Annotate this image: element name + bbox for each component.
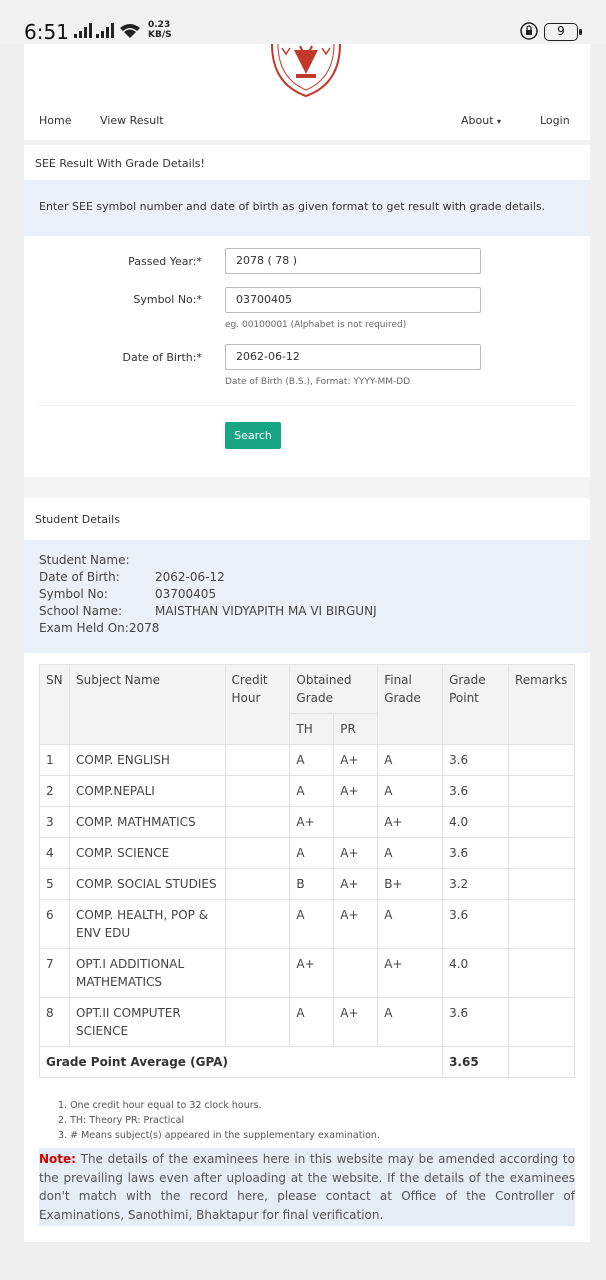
table-row [40, 807, 575, 838]
gpa-value: 3.65 [443, 1047, 509, 1078]
cell-subject: OPT.I ADDITIONAL MATHEMATICS [69, 949, 225, 998]
col-pr: PR [334, 714, 378, 745]
cell-final: A+ [378, 807, 443, 838]
gpa-label: Grade Point Average (GPA) [40, 1047, 443, 1078]
student-exam-row [39, 621, 159, 635]
form-instruction: Enter SEE symbol number and date of birth as given format to get result with grade details. [39, 200, 546, 213]
signal-icon [74, 22, 142, 38]
student-school-label: School Name: [39, 604, 123, 618]
cell-subject: COMP. SOCIAL STUDIES [69, 869, 225, 900]
grade-table [39, 664, 575, 1078]
student-school-value: MAISTHAN VIDYAPITH MA VI BIRGUNJ [155, 604, 377, 618]
nav-about-label: About [461, 114, 494, 127]
divider [39, 405, 575, 406]
col-remarks: Remarks [508, 665, 574, 745]
cell-remarks [508, 998, 574, 1047]
cell-final: A [378, 776, 443, 807]
cell-remarks [508, 838, 574, 869]
cell-pr: A+ [334, 776, 378, 807]
cell-remarks [508, 949, 574, 998]
student-exam-label: Exam Held On: [39, 621, 129, 635]
cell-credit [225, 949, 290, 998]
nav-about[interactable] [461, 114, 501, 127]
col-obtained: Obtained Grade [290, 665, 378, 714]
student-dob-value: 2062-06-12 [155, 570, 225, 584]
cell-subject: COMP. SCIENCE [69, 838, 225, 869]
student-heading: Student Details [35, 513, 120, 526]
cell-th: A [290, 900, 334, 949]
top-nav [24, 100, 590, 140]
nav-login[interactable]: Login [540, 114, 570, 127]
note-label: Note: [39, 1152, 76, 1166]
cell-gp: 3.6 [443, 900, 509, 949]
cell-gp: 3.6 [443, 838, 509, 869]
student-exam-value: 2078 [128, 621, 160, 635]
form-heading: SEE Result With Grade Details! [35, 157, 205, 170]
table-row [40, 900, 575, 949]
dob-input[interactable]: 2062-06-12 [225, 344, 481, 370]
passed-year-label: Passed Year:* [128, 255, 202, 268]
cell-remarks [508, 807, 574, 838]
cell-sn: 5 [40, 869, 70, 900]
table-row [40, 949, 575, 998]
cell-sn: 7 [40, 949, 70, 998]
cell-gp: 3.6 [443, 745, 509, 776]
caret-down-icon: ▾ [497, 117, 502, 126]
cell-pr: A+ [334, 745, 378, 776]
cell-final: A+ [378, 949, 443, 998]
cell-gp: 4.0 [443, 807, 509, 838]
cell-credit [225, 807, 290, 838]
rotation-lock-icon [520, 22, 538, 40]
cell-gp: 3.6 [443, 998, 509, 1047]
cell-credit [225, 745, 290, 776]
table-row [40, 776, 575, 807]
student-name-label: Student Name: [39, 553, 130, 567]
nav-home[interactable]: Home [39, 114, 72, 127]
note-1: 1. One credit hour equal to 32 clock hours. [58, 1100, 262, 1111]
disclaimer-note [39, 1148, 575, 1226]
symbol-label: Symbol No:* [133, 293, 202, 306]
symbol-help: eg. 00100001 (Alphabet is not required) [225, 320, 407, 330]
nav-view-result[interactable]: View Result [100, 114, 164, 127]
board-logo-icon [266, 44, 346, 98]
col-subject: Subject Name [69, 665, 225, 745]
cell-final: A [378, 838, 443, 869]
cell-credit [225, 998, 290, 1047]
cell-credit [225, 869, 290, 900]
cell-remarks [508, 776, 574, 807]
cell-gp: 3.6 [443, 776, 509, 807]
cell-th: A [290, 776, 334, 807]
passed-year-select[interactable]: 2078 ( 78 ) [225, 248, 481, 274]
dob-label: Date of Birth:* [122, 351, 202, 364]
table-row [40, 838, 575, 869]
student-symbol-row [39, 587, 217, 601]
col-sn: SN [40, 665, 70, 745]
cell-subject: COMP. MATHMATICS [69, 807, 225, 838]
cell-final: A [378, 745, 443, 776]
cell-subject: COMP. HEALTH, POP & ENV EDU [69, 900, 225, 949]
cell-subject: OPT.II COMPUTER SCIENCE [69, 998, 225, 1047]
cell-sn: 6 [40, 900, 70, 949]
col-grade-point: Grade Point [443, 665, 509, 745]
col-credit: Credit Hour [225, 665, 290, 745]
student-symbol-label: Symbol No: [39, 587, 108, 601]
cell-pr [334, 949, 378, 998]
cell-pr: A+ [334, 838, 378, 869]
cell-th: A+ [290, 949, 334, 998]
cell-sn: 2 [40, 776, 70, 807]
cell-sn: 1 [40, 745, 70, 776]
cell-gp: 4.0 [443, 949, 509, 998]
cell-credit [225, 900, 290, 949]
student-name-row [39, 553, 130, 567]
status-bar [0, 0, 606, 44]
cell-gp: 3.2 [443, 869, 509, 900]
note-3: 3. # Means subject(s) appeared in the supplementary examination. [58, 1130, 380, 1141]
gpa-row [40, 1047, 575, 1078]
cell-remarks [508, 869, 574, 900]
table-row [40, 998, 575, 1047]
cell-subject: COMP.NEPALI [69, 776, 225, 807]
cell-credit [225, 776, 290, 807]
student-school-row [39, 604, 377, 618]
col-th: TH [290, 714, 334, 745]
symbol-input[interactable]: 03700405 [225, 287, 481, 313]
cell-remarks [508, 745, 574, 776]
cell-pr [334, 807, 378, 838]
network-speed: 0.23 KB/S [148, 20, 172, 40]
search-button[interactable]: Search [225, 422, 281, 449]
cell-sn: 4 [40, 838, 70, 869]
student-dob-row [39, 570, 225, 584]
cell-th: A [290, 998, 334, 1047]
cell-final: B+ [378, 869, 443, 900]
cell-pr: A+ [334, 900, 378, 949]
cell-sn: 3 [40, 807, 70, 838]
table-row [40, 745, 575, 776]
cell-th: A [290, 745, 334, 776]
dob-help: Date of Birth (B.S.), Format: YYYY-MM-DD [225, 377, 411, 387]
cell-th: A [290, 838, 334, 869]
gpa-remarks [508, 1047, 574, 1078]
cell-credit [225, 838, 290, 869]
cell-final: A [378, 900, 443, 949]
note-text: The details of the examinees here in this website may be amended according to the prevailing laws even after uploading at the website. If the details of the examinees don't match with the record here, please contact at Office of the Controller of Examinations, Sanothimi, Bhaktapur for final verification. [39, 1152, 575, 1222]
student-dob-label: Date of Birth: [39, 570, 120, 584]
col-final: Final Grade [378, 665, 443, 745]
note-2: 2. TH: Theory PR: Practical [58, 1115, 185, 1126]
table-row [40, 869, 575, 900]
cell-final: A [378, 998, 443, 1047]
clock: 6:51 [24, 20, 69, 44]
cell-pr: A+ [334, 998, 378, 1047]
cell-pr: A+ [334, 869, 378, 900]
battery-icon: 9 [544, 23, 578, 41]
cell-remarks [508, 900, 574, 949]
cell-sn: 8 [40, 998, 70, 1047]
cell-th: A+ [290, 807, 334, 838]
cell-subject: COMP. ENGLISH [69, 745, 225, 776]
student-symbol-value: 03700405 [155, 587, 217, 601]
cell-th: B [290, 869, 334, 900]
